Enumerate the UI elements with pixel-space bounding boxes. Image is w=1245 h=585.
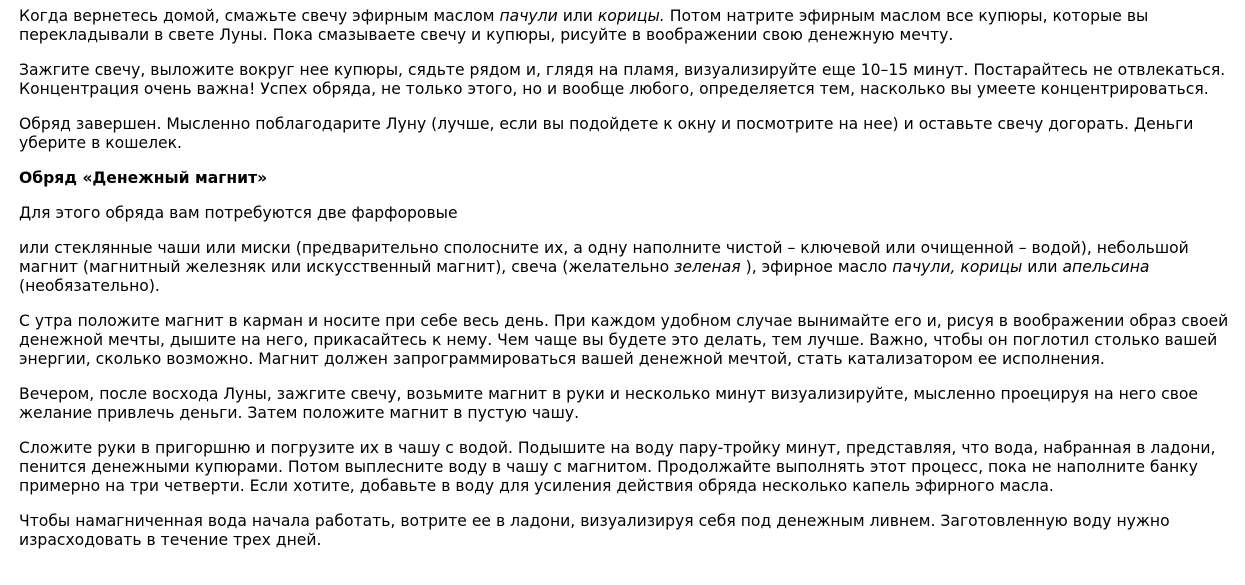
paragraph-evening-visualize: Вечером, после восхода Луны, зажгите свечу, возьмите магнит в руки и несколько минут визуализируйте, мысленно проецируя на него свое желание привлечь деньги. Затем положите магнит в пустую чашу. bbox=[19, 385, 1199, 422]
paragraph-candle-oil bbox=[19, 7, 1229, 45]
italic-term: пачули bbox=[499, 7, 558, 25]
text-run: Потом натрите эфирным маслом все купюры, которые вы перекладывали в свете Луны. Пока смазываете свечу и купюры, рисуйте в воображении свою денежную мечту. bbox=[19, 7, 1149, 44]
paragraph-requirements-list bbox=[19, 239, 1229, 296]
paragraph-water-ritual: Сложите руки в пригоршню и погрузите их в чашу с водой. Подышите на воду пару-тройку минут, представляя, что вода, набранная в ладони, пенится денежными купюрами. Потом выплесните воду в чашу с магнитом. Продолжайте выполнять этот процесс, пока не наполните банку примерно на три четверти. Если хотите, добавьте в воду для усиления действия обряда несколько капель эфирного масла. bbox=[19, 439, 1216, 495]
paragraph-ritual-complete: Обряд завершен. Мысленно поблагодарите Луну (лучше, если вы подойдете к окну и посмотрите на нее) и оставьте свечу догорать. Деньги уберите в кошелек. bbox=[19, 115, 1194, 152]
text-run: или стеклянные чаши или миски (предварительно сполосните их, а одну наполните чистой – ключевой или очищенной – водой), небольшой магнит (магнитный железняк или искусственный магнит), свеча (желательно bbox=[19, 239, 1189, 276]
italic-term: корицы. bbox=[597, 7, 665, 25]
paragraph-magnetized-water: Чтобы намагниченная вода начала работать, вотрите ее в ладони, визуализируя себя под денежным ливнем. Заготовленную воду нужно израсходовать в течение трех дней. bbox=[19, 512, 1170, 549]
text-run: Когда вернетесь домой, смажьте свечу эфирным маслом bbox=[19, 7, 500, 25]
paragraph-requirements-intro: Для этого обряда вам потребуются две фарфоровые bbox=[19, 204, 458, 222]
text-run: или bbox=[1022, 258, 1063, 276]
text-run: или bbox=[557, 7, 598, 25]
paragraph-light-candle: Зажгите свечу, выложите вокруг нее купюры, сядьте рядом и, глядя на пламя, визуализируйте еще 10–15 минут. Постарайтесь не отвлекаться. Концентрация очень важна! Успех обряда, не только этого, но и вообще любого, определяется тем, насколько вы умеете концентрироваться. bbox=[19, 61, 1226, 98]
italic-term: апельсина bbox=[1062, 258, 1150, 276]
paragraph-morning-magnet: С утра положите магнит в карман и носите при себе весь день. При каждом удобном случае вынимайте его и, рисуя в воображении образ своей денежной мечты, дышите на него, прикасайтесь к нему. Чем чаще вы будете это делать, тем лучше. Важно, чтобы он поглотил столько вашей энергии, сколько возможно. Магнит должен запрограммироваться вашей денежной мечтой, стать катализатором ее исполнения. bbox=[19, 312, 1229, 368]
text-run: (необязательно). bbox=[19, 277, 160, 295]
italic-term: зеленая bbox=[674, 258, 741, 276]
text-run: ), эфирное масло bbox=[740, 258, 893, 276]
italic-term: пачули, корицы bbox=[892, 258, 1023, 276]
section-heading: Обряд «Денежный магнит» bbox=[19, 169, 268, 187]
